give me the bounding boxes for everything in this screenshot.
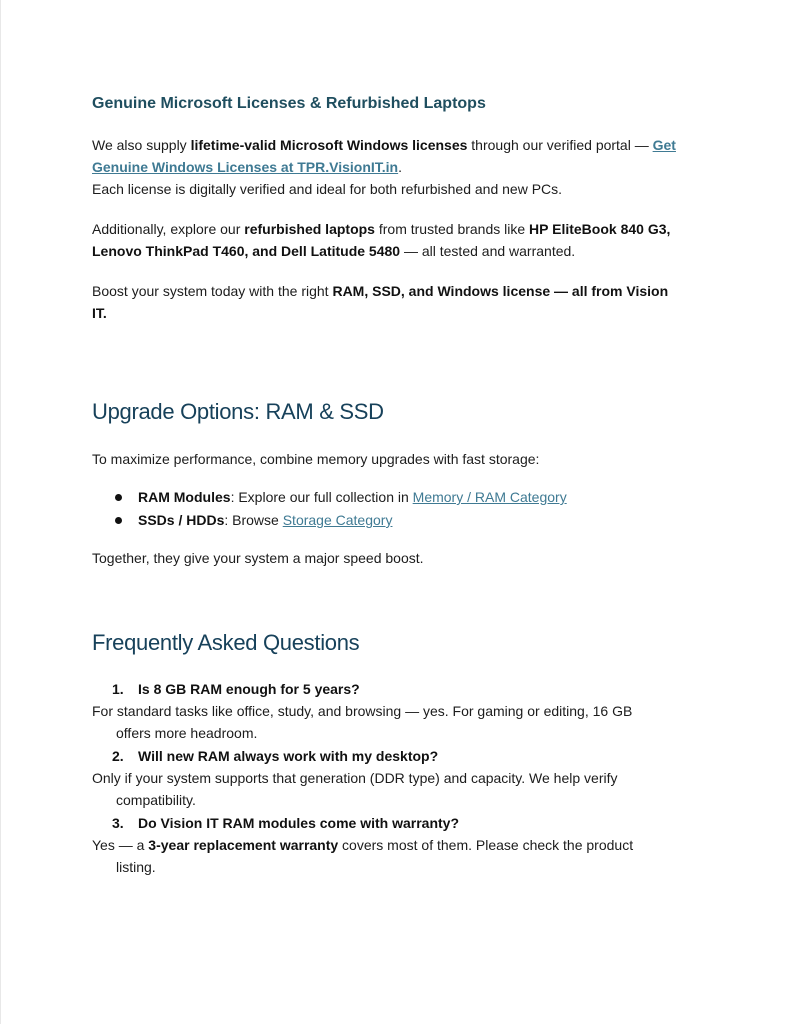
faq-answer-text: Only if your system supports that generation (DDR type) and capacity. We help verify xyxy=(92,770,618,786)
faq-item xyxy=(92,745,692,811)
faq-answer-text: Yes — a xyxy=(92,837,149,853)
text: Additionally, explore our xyxy=(92,221,245,237)
upgrade-intro: To maximize performance, combine memory upgrades with fast storage: xyxy=(92,451,540,467)
upgrade-list xyxy=(112,486,567,532)
paragraph-licenses xyxy=(92,134,692,200)
text: Each license is digitally verified and ideal for both refurbished and new PCs. xyxy=(92,181,563,197)
text: — all tested and warranted. xyxy=(400,243,576,259)
bullet-text: : Browse xyxy=(224,512,283,528)
faq-number: 3. xyxy=(112,815,124,831)
faq-question xyxy=(92,812,692,834)
faq-answer-bold: 3-year replacement warranty xyxy=(148,837,339,853)
faq-number: 1. xyxy=(112,681,124,697)
faq-item xyxy=(92,678,692,744)
faq-number: 2. xyxy=(112,748,124,764)
windows-license-link-cont[interactable]: Genuine Windows Licenses at TPR.VisionIT.in xyxy=(92,159,399,175)
section-heading-upgrade: Upgrade Options: RAM & SSD xyxy=(92,399,384,424)
windows-license-link[interactable]: Get xyxy=(652,137,676,153)
text: Boost your system today with the right xyxy=(92,283,333,299)
faq-question xyxy=(92,678,692,700)
bold-text: IT. xyxy=(92,305,107,321)
faq-answer xyxy=(92,700,692,744)
faq-answer xyxy=(92,834,692,878)
bullet-icon xyxy=(115,494,122,501)
bullet-label: RAM Modules xyxy=(138,489,231,505)
storage-category-link[interactable]: Storage Category xyxy=(282,512,393,528)
faq-answer xyxy=(92,767,692,811)
paragraph-boost xyxy=(92,280,692,324)
faq-question xyxy=(92,745,692,767)
bullet-icon xyxy=(115,517,122,524)
bullet-label: SSDs / HDDs xyxy=(138,512,225,528)
section-heading-faq: Frequently Asked Questions xyxy=(92,630,360,655)
faq-answer-text: compatibility. xyxy=(116,792,196,808)
paragraph-laptops xyxy=(92,218,692,262)
faq-question-text: Do Vision IT RAM modules come with warranty? xyxy=(138,815,460,831)
bold-text: refurbished laptops xyxy=(244,221,375,237)
section-heading-licenses: Genuine Microsoft Licenses & Refurbished Laptops xyxy=(92,95,486,112)
faq-question-text: Is 8 GB RAM enough for 5 years? xyxy=(138,681,360,697)
bold-text: Lenovo ThinkPad T460, and Dell Latitude 5480 xyxy=(92,243,401,259)
memory-category-link[interactable]: Memory / RAM Category xyxy=(412,489,567,505)
bold-text: RAM, SSD, and Windows license — all from Vision xyxy=(332,283,669,299)
faq-answer-text: covers most of them. Please check the product xyxy=(338,837,634,853)
bullet-text: : Explore our full collection in xyxy=(230,489,413,505)
faq-list xyxy=(92,678,692,879)
text: from trusted brands like xyxy=(374,221,530,237)
faq-answer-text: listing. xyxy=(116,859,156,875)
bold-text: HP EliteBook 840 G3, xyxy=(529,221,671,237)
faq-answer-text: For standard tasks like office, study, and browsing — yes. For gaming or editing, 16 GB xyxy=(92,703,633,719)
text: through our verified portal — xyxy=(467,137,653,153)
upgrade-outro: Together, they give your system a major speed boost. xyxy=(92,550,424,566)
bold-text: lifetime-valid Microsoft Windows licenses xyxy=(190,137,468,153)
faq-answer-text: offers more headroom. xyxy=(116,725,258,741)
faq-item xyxy=(92,812,692,878)
faq-question-text: Will new RAM always work with my desktop? xyxy=(138,748,439,764)
list-item xyxy=(112,486,567,509)
text: We also supply xyxy=(92,137,191,153)
list-item xyxy=(112,509,567,532)
text: . xyxy=(398,159,403,175)
